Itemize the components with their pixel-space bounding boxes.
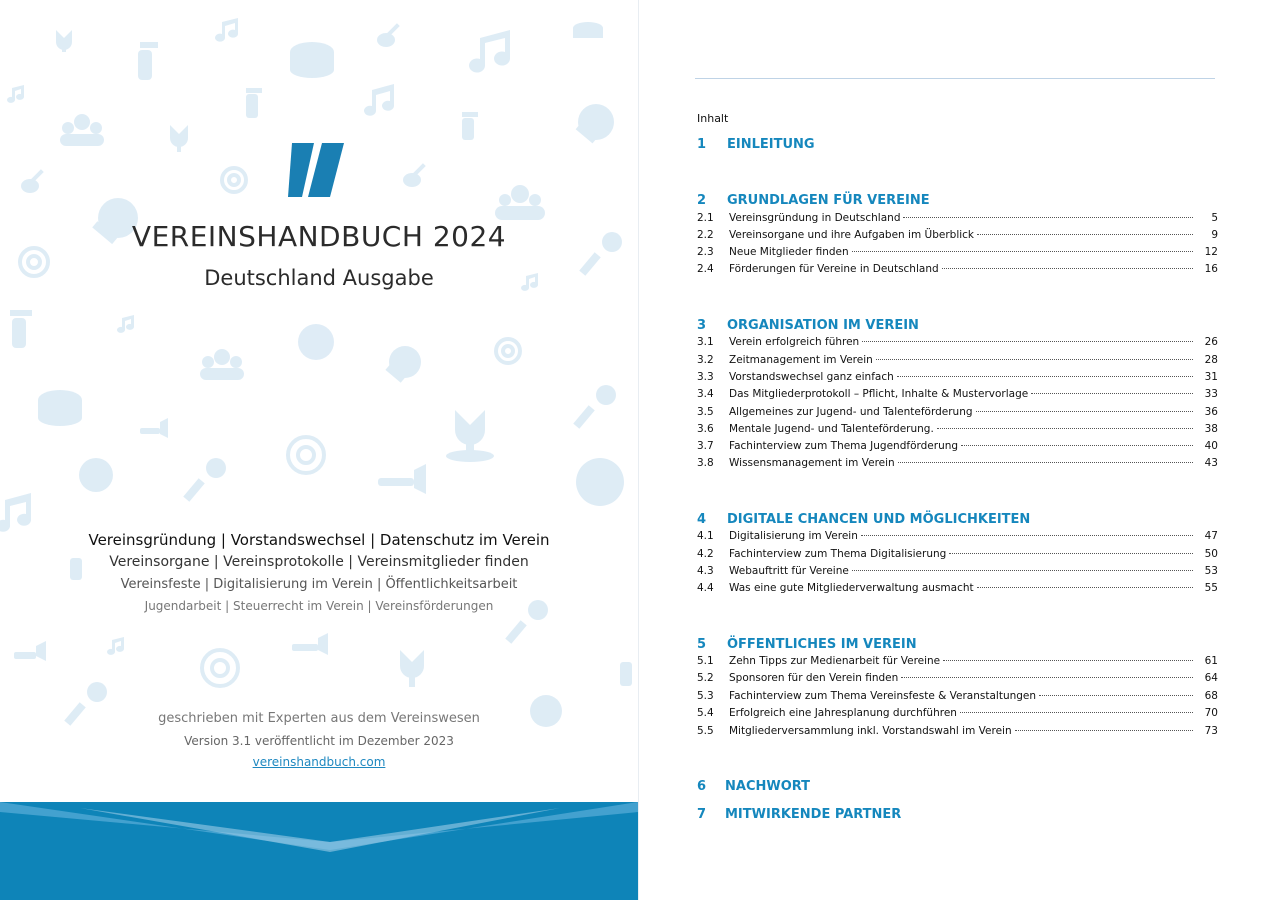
entry-label: Sponsoren für den Verein finden <box>729 672 899 684</box>
chapter-4[interactable] <box>697 512 1030 527</box>
entry-page: 70 <box>1204 707 1218 719</box>
toc-entry[interactable] <box>697 565 1218 580</box>
logo-icon <box>288 143 348 197</box>
toc-entry[interactable] <box>697 336 1218 351</box>
chapter-number: 7 <box>697 807 707 822</box>
entry-label: Mitgliederversammlung inkl. Vorstandswahl im Verein <box>729 725 1012 737</box>
toc-entry[interactable] <box>697 690 1218 705</box>
chapter-number: 3 <box>697 318 707 333</box>
toc-entry[interactable] <box>697 388 1218 403</box>
toc-entry[interactable] <box>697 212 1218 227</box>
entry-number: 5.3 <box>697 690 714 702</box>
entry-label: Verein erfolgreich führen <box>729 336 860 348</box>
dot-leader <box>1015 730 1193 731</box>
toc-entry[interactable] <box>697 672 1218 687</box>
version-text: Version 3.1 veröffentlicht im Dezember 2023 <box>184 734 454 748</box>
entry-label: Vereinsgründung in Deutschland <box>729 212 901 224</box>
dot-leader <box>942 268 1193 269</box>
toc-entry[interactable] <box>697 707 1218 722</box>
toc-entry[interactable] <box>697 548 1218 563</box>
entry-label: Digitalisierung im Verein <box>729 530 858 542</box>
entry-number: 5.2 <box>697 672 714 684</box>
entry-label: Fachinterview zum Thema Vereinsfeste & Veranstaltungen <box>729 690 1037 702</box>
entry-page: 64 <box>1204 672 1218 684</box>
entry-number: 2.3 <box>697 246 714 258</box>
entry-number: 3.2 <box>697 354 714 366</box>
entry-page: 50 <box>1204 548 1218 560</box>
dot-leader <box>960 712 1193 713</box>
chapter-3[interactable] <box>697 318 919 333</box>
dot-leader <box>903 217 1193 218</box>
entry-number: 4.4 <box>697 582 714 594</box>
dot-leader <box>862 341 1193 342</box>
entry-page: 5 <box>1211 212 1218 224</box>
entry-label: Allgemeines zur Jugend- und Talenteförderung <box>729 406 973 418</box>
dot-leader <box>1039 695 1193 696</box>
dot-leader <box>876 359 1193 360</box>
toc-entry[interactable] <box>697 263 1218 278</box>
topics-line-2: Vereinsorgane | Vereinsprotokolle | Vereinsmitglieder finden <box>109 554 529 570</box>
chapter-title: DIGITALE CHANCEN UND MÖGLICHKEITEN <box>727 512 1031 527</box>
chapter-title: ORGANISATION IM VEREIN <box>727 318 919 333</box>
entry-number: 3.8 <box>697 457 714 469</box>
dot-leader <box>898 462 1193 463</box>
entry-label: Das Mitgliederprotokoll – Pflicht, Inhalte & Mustervorlage <box>729 388 1029 400</box>
entry-number: 5.1 <box>697 655 714 667</box>
toc-entry[interactable] <box>697 246 1218 261</box>
top-rule <box>695 78 1215 79</box>
entry-label: Vereinsorgane und ihre Aufgaben im Überblick <box>729 229 975 241</box>
entry-number: 3.7 <box>697 440 714 452</box>
chapter-1[interactable] <box>697 137 815 152</box>
entry-label: Fachinterview zum Thema Digitalisierung <box>729 548 947 560</box>
toc-entry[interactable] <box>697 406 1218 421</box>
chapter-number: 2 <box>697 193 707 208</box>
entry-page: 43 <box>1204 457 1218 469</box>
dot-leader <box>977 587 1193 588</box>
entry-label: Zehn Tipps zur Medienarbeit für Vereine <box>729 655 941 667</box>
chapter-title: ÖFFENTLICHES IM VEREIN <box>727 637 917 652</box>
toc-entry[interactable] <box>697 354 1218 369</box>
entry-page: 36 <box>1204 406 1218 418</box>
dot-leader <box>852 251 1193 252</box>
entry-page: 47 <box>1204 530 1218 542</box>
toc-entry[interactable] <box>697 725 1218 740</box>
entry-page: 61 <box>1204 655 1218 667</box>
topics-line-4: Jugendarbeit | Steuerrecht im Verein | Vereinsförderungen <box>144 599 494 613</box>
dot-leader <box>861 535 1193 536</box>
toc-entry[interactable] <box>697 371 1218 386</box>
entry-number: 2.1 <box>697 212 714 224</box>
entry-page: 33 <box>1204 388 1218 400</box>
dot-leader <box>901 677 1193 678</box>
toc-page <box>639 0 1273 900</box>
toc-entry[interactable] <box>697 457 1218 472</box>
entry-number: 3.3 <box>697 371 714 383</box>
entry-page: 55 <box>1204 582 1218 594</box>
toc-entry[interactable] <box>697 440 1218 455</box>
entry-page: 73 <box>1204 725 1218 737</box>
website-link[interactable]: vereinshandbuch.com <box>252 755 386 769</box>
entry-page: 12 <box>1204 246 1218 258</box>
entry-number: 5.4 <box>697 707 714 719</box>
chapter-number: 6 <box>697 779 707 794</box>
entry-page: 68 <box>1204 690 1218 702</box>
entry-page: 53 <box>1204 565 1218 577</box>
entry-page: 38 <box>1204 423 1218 435</box>
dot-leader <box>977 234 1193 235</box>
dot-leader <box>937 428 1193 429</box>
toc-entry[interactable] <box>697 423 1218 438</box>
entry-number: 5.5 <box>697 725 714 737</box>
chapter-7[interactable] <box>697 807 901 822</box>
entry-label: Erfolgreich eine Jahresplanung durchführen <box>729 707 957 719</box>
entry-label: Was eine gute Mitgliederverwaltung ausmacht <box>729 582 974 594</box>
chapter-title: GRUNDLAGEN FÜR VEREINE <box>727 193 930 208</box>
cover-footer-wave <box>0 790 638 900</box>
entry-number: 4.3 <box>697 565 714 577</box>
entry-label: Zeitmanagement im Verein <box>729 354 873 366</box>
chapter-number: 1 <box>697 137 707 152</box>
entry-number: 3.5 <box>697 406 714 418</box>
cover-subtitle: Deutschland Ausgabe <box>204 266 434 290</box>
entry-number: 3.4 <box>697 388 714 400</box>
entry-label: Mentale Jugend- und Talenteförderung. <box>729 423 934 435</box>
toc-entry[interactable] <box>697 530 1218 545</box>
entry-number: 3.1 <box>697 336 714 348</box>
entry-label: Vorstandswechsel ganz einfach <box>729 371 894 383</box>
chapter-title: NACHWORT <box>725 779 811 794</box>
toc-heading: Inhalt <box>697 112 729 125</box>
cover-title: VEREINSHANDBUCH 2024 <box>131 220 507 253</box>
chapter-2[interactable] <box>697 193 930 208</box>
entry-label: Förderungen für Vereine in Deutschland <box>729 263 939 275</box>
chapter-number: 5 <box>697 637 707 652</box>
entry-page: 28 <box>1204 354 1218 366</box>
dot-leader <box>949 553 1193 554</box>
entry-number: 2.2 <box>697 229 714 241</box>
entry-page: 16 <box>1204 263 1218 275</box>
chapter-6[interactable] <box>697 779 810 794</box>
entry-number: 4.1 <box>697 530 714 542</box>
dot-leader <box>1031 393 1193 394</box>
entry-number: 3.6 <box>697 423 714 435</box>
microphone-icon <box>64 232 622 726</box>
entry-page: 40 <box>1204 440 1218 452</box>
entry-label: Webauftritt für Vereine <box>729 565 849 577</box>
entry-page: 9 <box>1211 229 1218 241</box>
toc-entry[interactable] <box>697 655 1218 670</box>
chapter-number: 4 <box>697 512 707 527</box>
dot-leader <box>943 660 1193 661</box>
ball-icon <box>79 324 624 727</box>
dot-leader <box>976 411 1193 412</box>
entry-number: 2.4 <box>697 263 714 275</box>
entry-page: 26 <box>1204 336 1218 348</box>
entry-label: Neue Mitglieder finden <box>729 246 849 258</box>
chapter-title: EINLEITUNG <box>727 137 815 152</box>
entry-page: 31 <box>1204 371 1218 383</box>
chapter-5[interactable] <box>697 637 917 652</box>
chapter-title: MITWIRKENDE PARTNER <box>725 807 902 822</box>
dot-leader <box>852 570 1193 571</box>
entry-label: Wissensmanagement im Verein <box>729 457 895 469</box>
toc-entry[interactable] <box>697 229 1218 244</box>
toc-entry[interactable] <box>697 582 1218 597</box>
entry-label: Fachinterview zum Thema Jugendförderung <box>729 440 959 452</box>
topics-line-3: Vereinsfeste | Digitalisierung im Verein | Öffentlichkeitsarbeit <box>120 577 518 592</box>
entry-number: 4.2 <box>697 548 714 560</box>
dot-leader <box>961 445 1193 446</box>
credit-text: geschrieben mit Experten aus dem Vereinswesen <box>158 711 480 726</box>
dot-leader <box>897 376 1193 377</box>
topics-line-1: Vereinsgründung | Vorstandswechsel | Datenschutz im Verein <box>88 531 550 549</box>
